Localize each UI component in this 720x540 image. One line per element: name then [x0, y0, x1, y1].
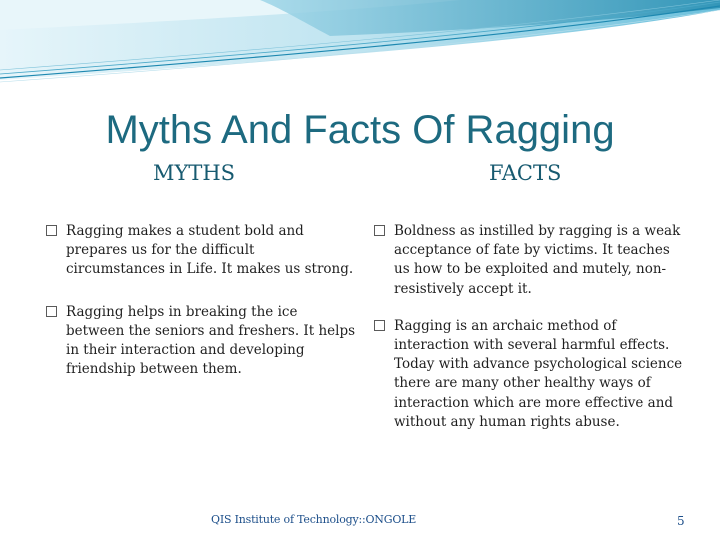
- fact-item: [374, 317, 684, 432]
- fact-text: Boldness as instilled by ragging is a weak acceptance of fate by victims. It teaches us how to be exploited and mutely, non-resistively accept it.: [394, 223, 681, 297]
- myth-text: Ragging helps in breaking the ice between the seniors and freshers. It helps in their interaction and developing friendship between them.: [66, 303, 356, 378]
- fact-text: Ragging is an archaic method of interaction with several harmful effects. Today with advance psychological science there are many other healthy ways of interaction which are more effective and without any human rights abuse.: [394, 317, 683, 430]
- checkbox-bullet-icon: [46, 306, 57, 317]
- myths-header: MYTHS: [153, 161, 236, 185]
- slide-title: Myths And Facts Of Ragging: [105, 108, 615, 152]
- checkbox-bullet-icon: [374, 320, 385, 331]
- fact-item: [374, 222, 684, 299]
- page-number: 5: [677, 514, 685, 528]
- myths-list: [46, 222, 356, 402]
- myth-item: [46, 303, 356, 380]
- footer-institute: QIS Institute of Technology::ONGOLE: [211, 513, 417, 526]
- checkbox-bullet-icon: [374, 225, 385, 236]
- facts-header: FACTS: [489, 161, 562, 185]
- checkbox-bullet-icon: [46, 225, 57, 236]
- facts-list: [374, 222, 684, 450]
- header-wave-banner: [0, 0, 720, 90]
- myth-text: Ragging makes a student bold and prepares us for the difficult circumstances in Life. It makes us strong.: [66, 223, 354, 278]
- myth-item: [46, 222, 356, 280]
